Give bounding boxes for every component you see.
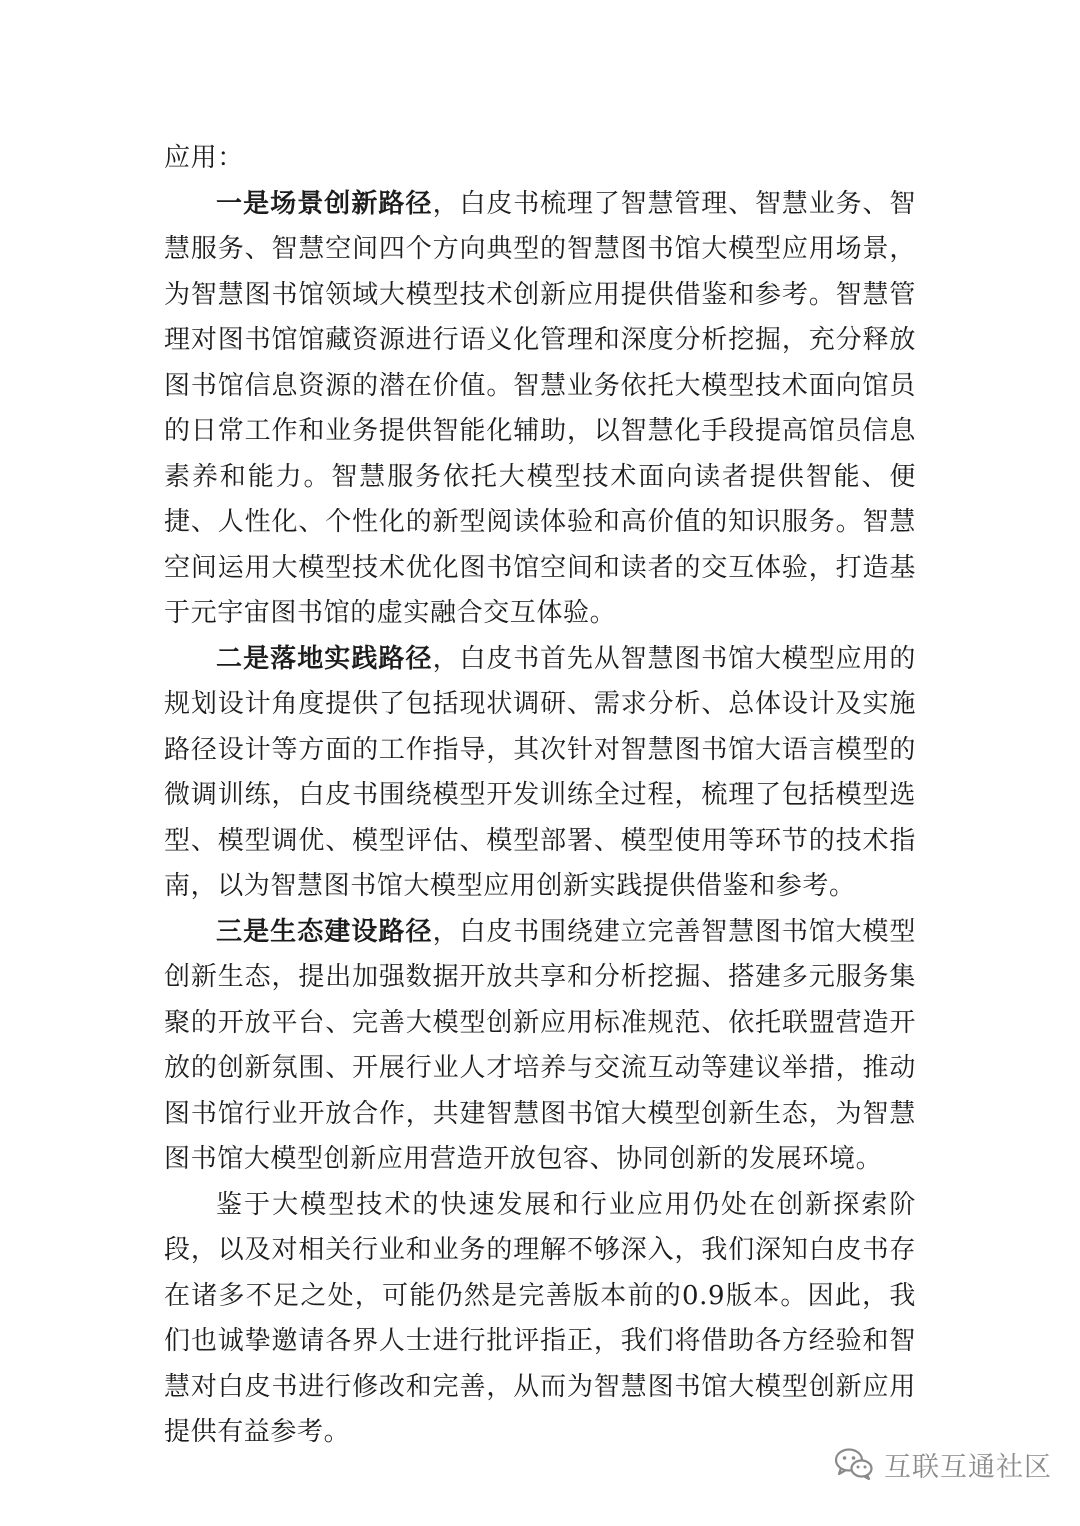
paragraph-text: ，白皮书首先从智慧图书馆大模型应用的规划设计角度提供了包括现状调研、需求分析、总体设计及实施路径设计等方面的工作指导，其次针对智慧图书馆大语言模型的微调训练，白皮书围绕模型开发训练全过程，梳理了包括模型选型、模型调优、模型评估、模型部署、模型使用等环节的技术指南，以为智慧图书馆大模型应用创新实践提供借鉴和参考。 bbox=[164, 643, 916, 901]
paragraph-heading: 一是场景创新路径 bbox=[216, 188, 433, 219]
paragraph-scenario-innovation bbox=[164, 182, 916, 637]
paragraph-closing bbox=[164, 1183, 916, 1456]
paragraph-heading: 二是落地实践路径 bbox=[216, 643, 433, 674]
paragraph-text: ，白皮书梳理了智慧管理、智慧业务、智慧服务、智慧空间四个方向典型的智慧图书馆大模型应用场景，为智慧图书馆领域大模型技术创新应用提供借鉴和参考。智慧管理对图书馆馆藏资源进行语义化管理和深度分析挖掘，充分释放图书馆信息资源的潜在价值。智慧业务依托大模型技术面向馆员的日常工作和业务提供智能化辅助，以智慧化手段提高馆员信息素养和能力。智慧服务依托大模型技术面向读者提供智能、便捷、人性化、个性化的新型阅读体验和高价值的知识服务。智慧空间运用大模型技术优化图书馆空间和读者的交互体验，打造基于元宇宙图书馆的虚实融合交互体验。 bbox=[164, 188, 916, 628]
lead-line: 应用： bbox=[164, 143, 244, 173]
watermark-label: 互联互通社区 bbox=[884, 1451, 1052, 1483]
paragraph-text: 鉴于大模型技术的快速发展和行业应用仍处在创新探索阶段，以及对相关行业和业务的理解不够深入，我们深知白皮书存在诸多不足之处，可能仍然是完善版本前的0.9版本。因此，我们也诚挚邀请各界人士进行批评指正，我们将借助各方经验和智慧对白皮书进行修改和完善，从而为智慧图书馆大模型创新应用提供有益参考。 bbox=[164, 1189, 916, 1447]
wechat-icon bbox=[834, 1447, 874, 1481]
document-body bbox=[164, 136, 916, 1456]
paragraph-practice-path bbox=[164, 637, 916, 910]
paragraph-ecosystem-path bbox=[164, 910, 916, 1183]
paragraph-text: ，白皮书围绕建立完善智慧图书馆大模型创新生态，提出加强数据开放共享和分析挖掘、搭建多元服务集聚的开放平台、完善大模型创新应用标准规范、依托联盟营造开放的创新氛围、开展行业人才培养与交流互动等建议举措，推动图书馆行业开放合作，共建智慧图书馆大模型创新生态，为智慧图书馆大模型创新应用营造开放包容、协同创新的发展环境。 bbox=[164, 916, 916, 1174]
paragraph-heading: 三是生态建设路径 bbox=[216, 916, 433, 947]
watermark bbox=[834, 1442, 1052, 1486]
